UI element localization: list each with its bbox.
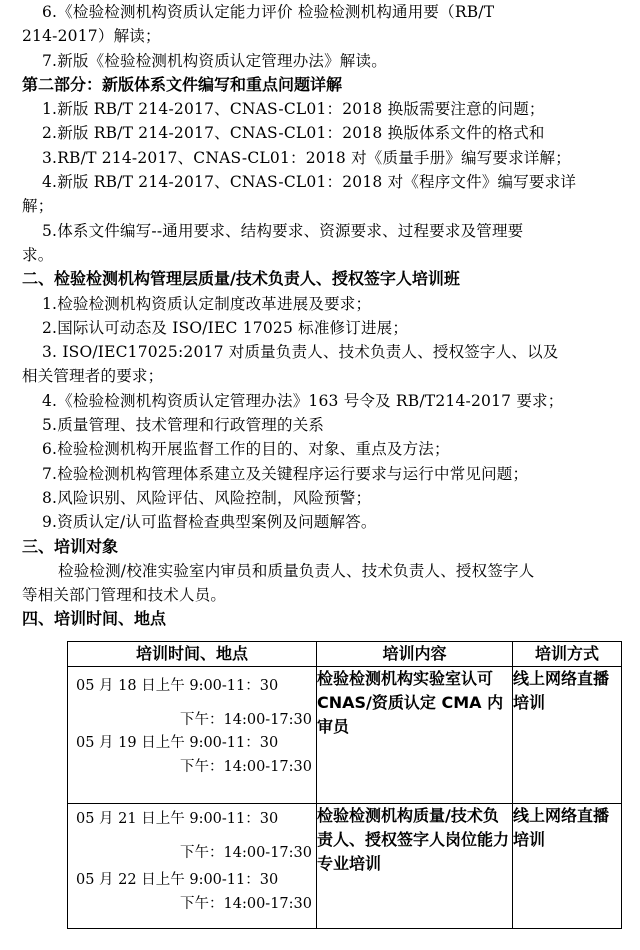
time-line: 05 月 18 日上午 9:00-11：30 xyxy=(76,678,279,694)
text-line: 等相关部门管理和技术人员。 xyxy=(22,586,227,605)
time-cell xyxy=(68,804,317,929)
content-cell: 检验检测机构实验室认可 CNAS/资质认定 CMA 内审员 xyxy=(317,667,513,804)
text-line: 8.风险识别、风险评估、风险控制，风险预警； xyxy=(42,488,372,507)
section-heading: 四、培训时间、地点 xyxy=(22,609,167,629)
content-cell: 检验检测机构质量/技术负责人、授权签字人岗位能力专业培训 xyxy=(317,804,513,929)
time-line: 05 月 19 日上午 9:00-11：30 xyxy=(76,735,279,751)
header-content: 培训内容 xyxy=(317,642,513,667)
text-line: 6.检验检测机构开展监督工作的目的、对象、重点及方法； xyxy=(42,440,450,459)
text-line: 求。 xyxy=(22,245,54,264)
text-line: 解； xyxy=(22,197,54,216)
training-schedule-table xyxy=(67,641,622,929)
text-line: 4.《检验检测机构资质认定管理办法》163 号令及 RB/T214-2017 要求； xyxy=(42,391,564,410)
text-line: 3.RB/T 214-2017、CNAS-CL01：2018 对《质量手册》编写要求详解； xyxy=(42,148,571,167)
text-line: 检验检测/校准实验室内审员和质量负责人、技术负责人、授权签字人 xyxy=(58,561,535,580)
section-heading: 三、培训对象 xyxy=(22,536,119,556)
text-line: 6.《检验检测机构资质认定能力评价 检验检测机构通用要（RB/T xyxy=(42,3,495,21)
section-heading: 二、检验检测机构管理层质量/技术负责人、授权签字人培训班 xyxy=(22,269,460,289)
header-time: 培训时间、地点 xyxy=(68,642,317,667)
text-line: 5.质量管理、技术管理和行政管理的关系 xyxy=(42,416,325,435)
document-body xyxy=(22,0,622,632)
method-cell: 线上网络直播培训 xyxy=(513,667,622,804)
text-line: 1.新版 RB/T 214-2017、CNAS-CL01：2018 换版需要注意的问题； xyxy=(42,100,545,119)
text-line: 7.新版《检验检测机构资质认定管理办法》解读。 xyxy=(42,51,387,70)
time-line: 05 月 22 日上午 9:00-11：30 xyxy=(76,872,279,888)
text-line: 2.国际认可动态及 ISO/IEC 17025 标准修订进展； xyxy=(42,318,409,337)
time-line: 下午：14:00-17:30 xyxy=(180,711,312,728)
time-line: 下午：14:00-17:30 xyxy=(180,758,312,775)
time-line: 05 月 21 日上午 9:00-11：30 xyxy=(76,811,279,827)
section-heading: 第二部分：新版体系文件编写和重点问题详解 xyxy=(22,74,343,94)
table-header-row xyxy=(68,642,622,667)
time-line: 下午：14:00-17:30 xyxy=(180,844,312,861)
text-line: 1.检验检测机构资质认定制度改革进展及要求； xyxy=(42,294,372,313)
text-line: 5.体系文件编写--通用要求、结构要求、资源要求、过程要求及管理要 xyxy=(42,221,524,240)
text-line: 214-2017）解读； xyxy=(22,27,161,46)
text-line: 4.新版 RB/T 214-2017、CNAS-CL01：2018 对《程序文件》编写要求详 xyxy=(42,173,577,192)
table-row xyxy=(68,667,622,804)
header-method: 培训方式 xyxy=(513,642,622,667)
method-cell: 线上网络直播培训 xyxy=(513,804,622,929)
text-line: 3. ISO/IEC17025:2017 对质量负责人、技术负责人、授权签字人、以及 xyxy=(42,343,559,362)
table-row xyxy=(68,804,622,929)
text-line: 2.新版 RB/T 214-2017、CNAS-CL01：2018 换版体系文件的格式和 xyxy=(42,124,545,143)
text-line: 7.检验检测机构管理体系建立及关键程序运行要求与运行中常见问题； xyxy=(42,464,529,483)
text-line: 9.资质认定/认可监督检查典型案例及问题解答。 xyxy=(42,513,377,532)
text-lines xyxy=(22,0,622,632)
time-cell xyxy=(68,667,317,804)
time-line: 下午：14:00-17:30 xyxy=(180,895,312,912)
text-line: 相关管理者的要求； xyxy=(22,367,164,386)
